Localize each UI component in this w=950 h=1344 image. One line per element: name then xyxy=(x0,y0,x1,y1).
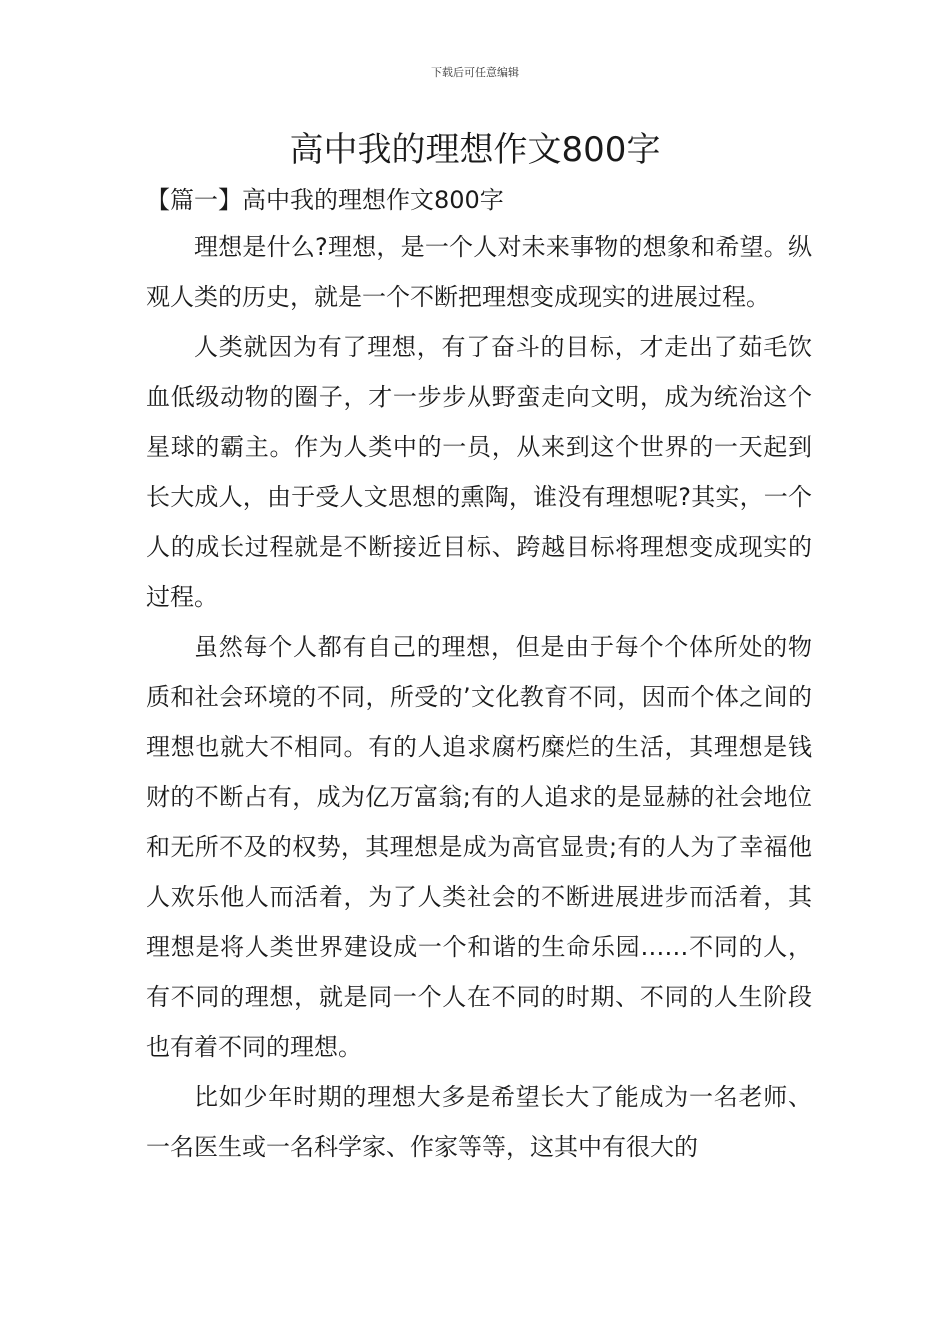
document-body xyxy=(146,180,812,1172)
header-note: 下载后可任意编辑 xyxy=(431,66,519,79)
paragraph-4: 比如少年时期的理想大多是希望长大了能成为一名老师、一名医生或一名科学家、作家等等，这其中有很大的 xyxy=(146,1083,812,1161)
paragraph-3: 虽然每个人都有自己的理想，但是由于每个个体所处的物质和社会环境的不同，所受的’文化教育不同，因而个体之间的理想也就大不相同。有的人追求腐朽糜烂的生活，其理想是钱财的不断占有，成为亿万富翁;有的人追求的是显赫的社会地位和无所不及的权势，其理想是成为高官显贵;有的人为了幸福他人欢乐他人而活着，为了人类社会的不断进展进步而活着，其理想是将人类世界建设成一个和谐的生命乐园……不同的人，有不同的理想，就是同一个人在不同的时期、不同的人生阶段也有着不同的理想。 xyxy=(146,633,812,1061)
document-title: 高中我的理想作文800字 xyxy=(289,130,661,170)
paragraph-1: 理想是什么?理想，是一个人对未来事物的想象和希望。纵观人类的历史，就是一个不断把理想变成现实的进展过程。 xyxy=(146,233,812,311)
section-heading: 【篇一】高中我的理想作文800字 xyxy=(146,186,504,214)
paragraph-2: 人类就因为有了理想，有了奋斗的目标，才走出了茹毛饮血低级动物的圈子，才一步步从野蛮走向文明，成为统治这个星球的霸主。作为人类中的一员，从来到这个世界的一天起到长大成人，由于受人文思想的熏陶，谁没有理想呢?其实，一个人的成长过程就是不断接近目标、跨越目标将理想变成现实的过程。 xyxy=(146,333,812,611)
